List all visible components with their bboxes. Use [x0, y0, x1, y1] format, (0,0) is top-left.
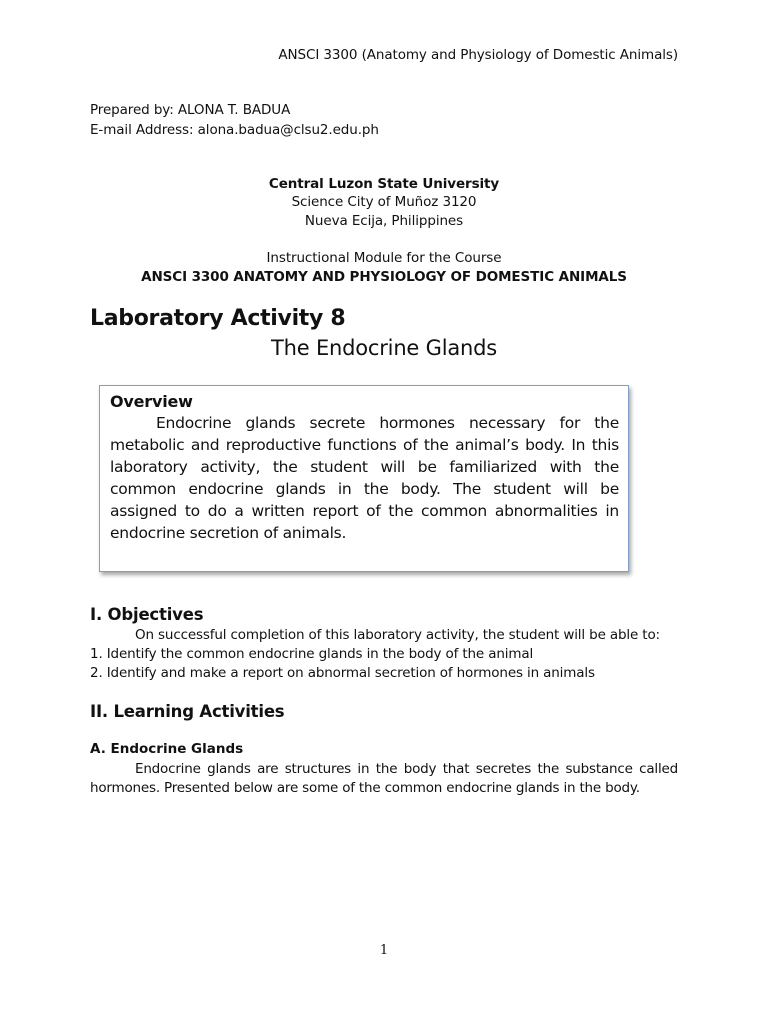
endocrine-glands-subheading: A. Endocrine Glands: [90, 741, 244, 757]
list-item: 2. Identify and make a report on abnormal secretion of hormones in animals: [90, 665, 595, 681]
prepared-by: Prepared by: ALONA T. BADUA: [90, 102, 291, 118]
overview-heading: Overview: [110, 392, 193, 411]
module-intro: Instructional Module for the Course: [266, 250, 502, 266]
endocrine-glands-paragraph: Endocrine glands are structures in the body that secretes the substance called hormones. Presented below are some of the common endocrine glands in the body.: [90, 761, 678, 796]
lab-title: Laboratory Activity 8: [90, 306, 346, 331]
lab-subtitle: The Endocrine Glands: [271, 336, 497, 360]
running-header: ANSCI 3300 (Anatomy and Physiology of Domestic Animals): [278, 47, 678, 63]
email-address: E-mail Address: alona.badua@clsu2.edu.ph: [90, 122, 379, 138]
objectives-list: [90, 645, 595, 683]
overview-text: Endocrine glands secrete hormones necessary for the metabolic and reproductive functions of the animal’s body. In this laboratory activity, the student will be familiarized with the common endocrine glands in the body. The student will be assigned to do a written report of the common abnormalities in endocrine secretion of animals.: [110, 414, 619, 542]
university-province: Nueva Ecija, Philippines: [304, 213, 464, 229]
university-city: Science City of Muñoz 3120: [291, 194, 477, 210]
page-number: 1: [379, 943, 389, 958]
objectives-intro: On successful completion of this laboratory activity, the student will be able to:: [135, 627, 660, 643]
university-name: Central Luzon State University: [268, 176, 500, 192]
learning-activities-heading: II. Learning Activities: [90, 702, 285, 721]
list-item: 1. Identify the common endocrine glands in the body of the animal: [90, 646, 534, 662]
author-block: [90, 100, 379, 140]
overview-box: [99, 385, 629, 572]
objectives-heading: I. Objectives: [90, 605, 204, 624]
module-course-title: ANSCI 3300 ANATOMY AND PHYSIOLOGY OF DOMESTIC ANIMALS: [141, 269, 627, 285]
